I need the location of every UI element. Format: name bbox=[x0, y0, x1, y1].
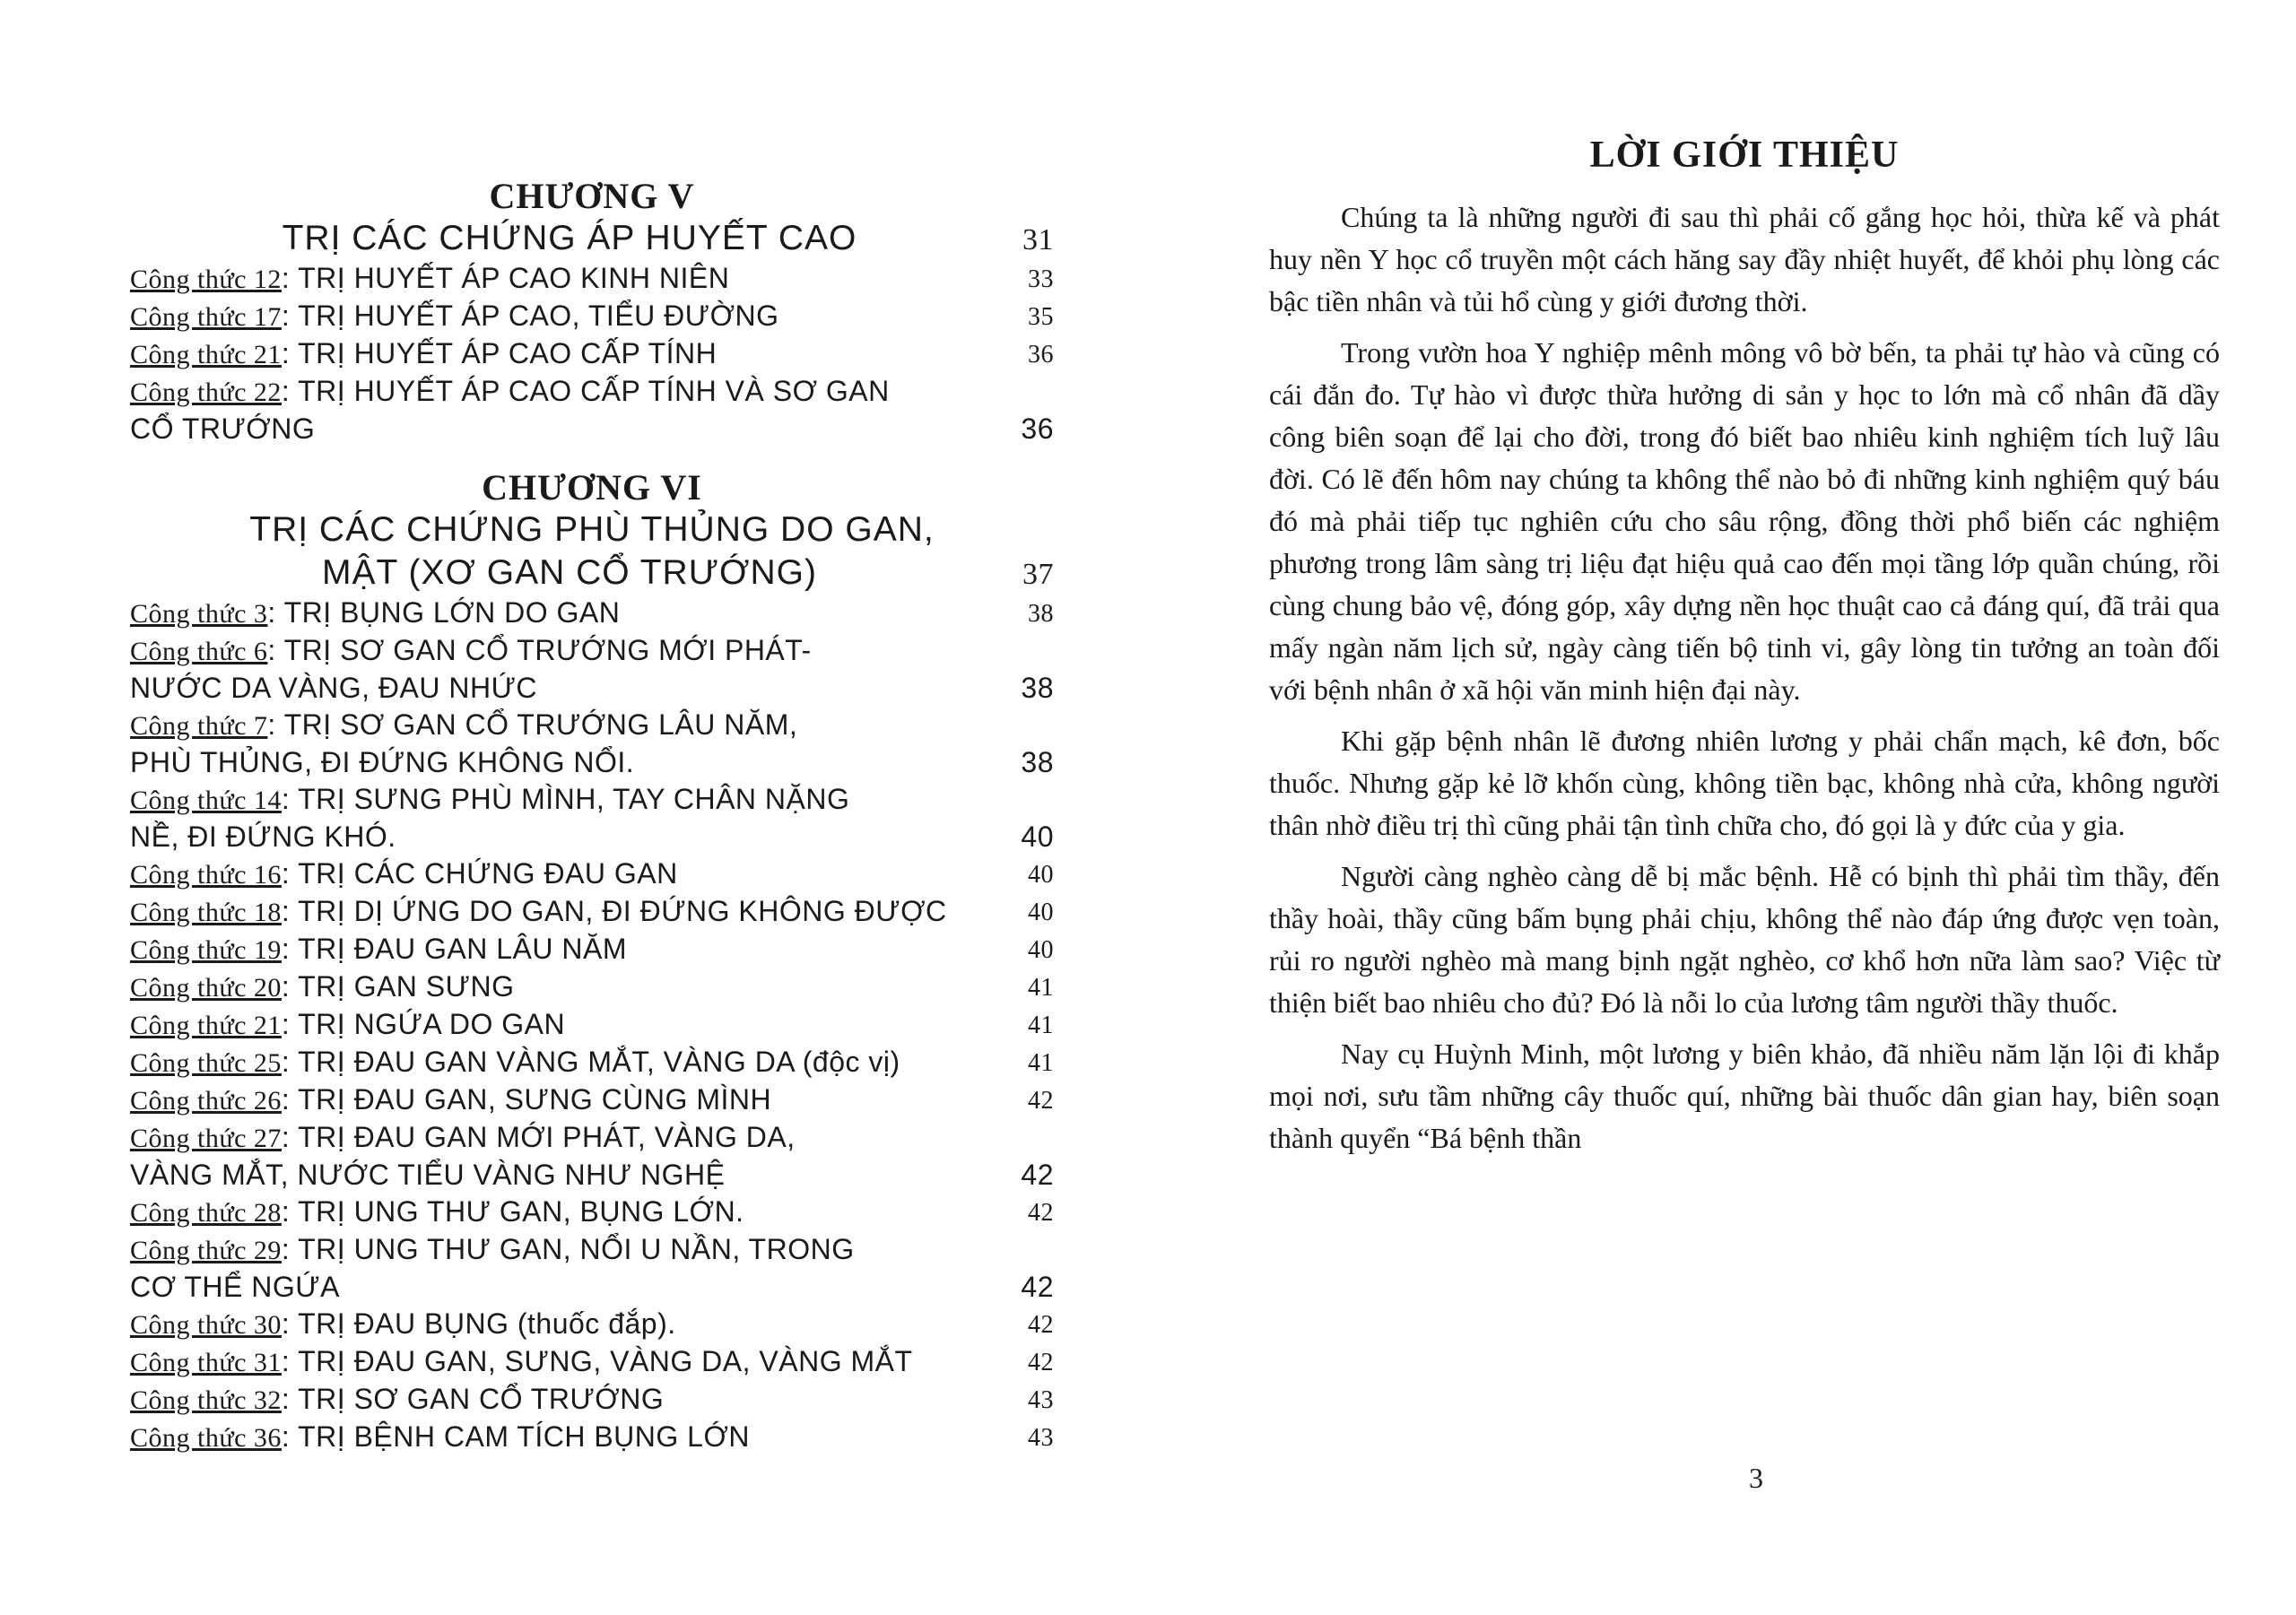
toc-entry-continuation bbox=[130, 744, 1054, 781]
toc-entry-page: 42 bbox=[1021, 1271, 1054, 1303]
toc-entry bbox=[130, 968, 1054, 1006]
toc-entry-page: 41 bbox=[1028, 1012, 1054, 1039]
toc-entry-text bbox=[130, 335, 1018, 373]
formula-title: : TRỊ UNG THƯ GAN, BỤNG LỚN. bbox=[281, 1195, 744, 1228]
introduction bbox=[1269, 135, 2220, 1168]
formula-title: : TRỊ ĐAU BỤNG (thuốc đắp). bbox=[281, 1307, 676, 1340]
toc-entry-page: 36 bbox=[1028, 341, 1054, 369]
toc-entry-page: 38 bbox=[1021, 672, 1054, 704]
formula-reference: Công thức 18 bbox=[130, 898, 282, 927]
toc-entry-text bbox=[130, 893, 1018, 931]
toc-entry bbox=[130, 1006, 1054, 1044]
formula-title-continued: CỔ TRƯỚNG bbox=[130, 412, 316, 445]
formula-reference: Công thức 31 bbox=[130, 1348, 282, 1377]
toc-chapter-6 bbox=[130, 466, 1054, 1456]
toc-entry-text bbox=[130, 1044, 1018, 1081]
toc-entry-page: 41 bbox=[1028, 974, 1054, 1002]
formula-reference: Công thức 20 bbox=[130, 973, 282, 1003]
toc-entry-text bbox=[130, 298, 1018, 335]
toc-entry-text bbox=[130, 1194, 1018, 1231]
formula-title: : TRỊ UNG THƯ GAN, NỔI U NẦN, TRONG bbox=[281, 1233, 855, 1265]
toc-entry bbox=[130, 1381, 1054, 1419]
toc-entry-text bbox=[130, 1419, 1018, 1456]
formula-title-continued: VÀNG MẮT, NƯỚC TIỂU VÀNG NHƯ NGHỆ bbox=[130, 1159, 726, 1191]
toc-entry-page: 42 bbox=[1021, 1159, 1054, 1191]
formula-reference: Công thức 30 bbox=[130, 1310, 282, 1340]
toc-entry bbox=[130, 1306, 1054, 1343]
formula-reference: Công thức 21 bbox=[130, 1011, 282, 1040]
toc-entry-page: 35 bbox=[1028, 303, 1054, 331]
toc-entry-page: 42 bbox=[1028, 1199, 1054, 1227]
formula-title-continued: NỀ, ĐI ĐỨNG KHÓ. bbox=[130, 821, 396, 853]
toc-entry-page: 42 bbox=[1028, 1087, 1054, 1115]
toc-entry-text bbox=[130, 1006, 1018, 1044]
formula-title-continued: NƯỚC DA VÀNG, ĐAU NHỨC bbox=[130, 672, 538, 704]
chapter-6-entries bbox=[130, 595, 1054, 1456]
toc-entry-text bbox=[130, 1381, 1018, 1419]
toc-entry bbox=[130, 1119, 1054, 1157]
formula-title: : TRỊ ĐAU GAN VÀNG MẮT, VÀNG DA (độc vị) bbox=[281, 1046, 900, 1078]
chapter-5-subtitle-row bbox=[130, 217, 1054, 260]
formula-title: : TRỊ SƯNG PHÙ MÌNH, TAY CHÂN NẶNG bbox=[281, 783, 850, 815]
toc-entry bbox=[130, 1044, 1054, 1081]
toc-entry-page: 43 bbox=[1028, 1386, 1054, 1414]
toc-entry-page: 33 bbox=[1028, 265, 1054, 293]
formula-title: : TRỊ DỊ ỨNG DO GAN, ĐI ĐỨNG KHÔNG ĐƯỢC bbox=[281, 895, 947, 927]
formula-title: : TRỊ NGỨA DO GAN bbox=[281, 1008, 566, 1040]
formula-reference: Công thức 36 bbox=[130, 1423, 282, 1453]
toc-entry-page: 41 bbox=[1028, 1049, 1054, 1077]
formula-reference: Công thức 19 bbox=[130, 935, 282, 965]
formula-title: : TRỊ BỤNG LỚN DO GAN bbox=[267, 596, 621, 629]
toc-entry-text bbox=[130, 781, 1054, 819]
toc-entry bbox=[130, 893, 1054, 931]
toc-entry-continuation bbox=[130, 1157, 1054, 1194]
toc-entry-text bbox=[130, 968, 1018, 1006]
toc-entry-text bbox=[130, 1231, 1054, 1269]
toc-entry bbox=[130, 260, 1054, 298]
chapter-6-page: 37 bbox=[1022, 558, 1054, 591]
chapter-5-title: CHƯƠNG V bbox=[489, 176, 695, 216]
formula-title: : TRỊ SƠ GAN CỔ TRƯỚNG bbox=[281, 1383, 665, 1415]
toc-entry-text bbox=[130, 373, 1054, 411]
formula-title: : TRỊ ĐAU GAN LÂU NĂM bbox=[281, 933, 627, 965]
toc-entry-text bbox=[130, 1081, 1018, 1119]
intro-paragraph: Nay cụ Huỳnh Minh, một lương y biên khảo, đã nhiều năm lặn lội đi khắp mọi nơi, sưu tầm những cây thuốc quí, những bài thuốc dân gian hay, biên soạn thành quyển “Bá bệnh thần bbox=[1269, 1038, 2220, 1154]
chapter-6-subtitle-row bbox=[130, 551, 1054, 595]
formula-reference: Công thức 6 bbox=[130, 637, 268, 666]
toc-entry bbox=[130, 632, 1054, 670]
toc-entry-page: 40 bbox=[1021, 821, 1054, 853]
toc-entry-continuation bbox=[130, 670, 1054, 707]
formula-reference: Công thức 22 bbox=[130, 378, 282, 407]
formula-title: : TRỊ HUYẾT ÁP CAO CẤP TÍNH bbox=[281, 337, 718, 369]
toc-entry bbox=[130, 931, 1054, 968]
formula-title: : TRỊ ĐAU GAN, SƯNG CÙNG MÌNH bbox=[281, 1083, 772, 1116]
formula-reference: Công thức 7 bbox=[130, 711, 268, 741]
toc-entry bbox=[130, 1231, 1054, 1269]
formula-reference: Công thức 25 bbox=[130, 1048, 282, 1078]
formula-title-continued: PHÙ THỦNG, ĐI ĐỨNG KHÔNG NỔI. bbox=[130, 746, 635, 778]
toc-entry-page: 40 bbox=[1028, 936, 1054, 964]
formula-title: : TRỊ SƠ GAN CỔ TRƯỚNG LÂU NĂM, bbox=[267, 708, 798, 741]
chapter-6-subtitle-line2: MẬT (XƠ GAN CỔ TRƯỚNG) bbox=[322, 553, 817, 592]
toc-entry bbox=[130, 1343, 1054, 1381]
formula-reference: Công thức 26 bbox=[130, 1086, 282, 1116]
chapter-6-title: CHƯƠNG VI bbox=[482, 467, 702, 508]
toc-entry bbox=[130, 1419, 1054, 1456]
introduction-title: LỜI GIỚI THIỆU bbox=[1589, 135, 1900, 176]
formula-title: : TRỊ HUYẾT ÁP CAO, TIỂU ĐƯỜNG bbox=[281, 300, 779, 332]
formula-reference: Công thức 17 bbox=[130, 302, 282, 332]
toc-entry-text bbox=[130, 1343, 1018, 1381]
chapter-6-subtitle-line1: TRỊ CÁC CHỨNG PHÙ THỦNG DO GAN, bbox=[249, 510, 935, 549]
formula-title: : TRỊ HUYẾT ÁP CAO KINH NIÊN bbox=[281, 262, 730, 294]
formula-title: : TRỊ CÁC CHỨNG ĐAU GAN bbox=[281, 857, 678, 890]
toc-entry-text bbox=[130, 855, 1018, 893]
formula-reference: Công thức 3 bbox=[130, 599, 268, 629]
toc-entry-page: 38 bbox=[1021, 746, 1054, 778]
toc-entry-continuation bbox=[130, 1269, 1054, 1306]
toc-entry-page: 40 bbox=[1028, 899, 1054, 926]
chapter-5-subtitle: TRỊ CÁC CHỨNG ÁP HUYẾT CAO bbox=[282, 219, 857, 257]
formula-reference: Công thức 14 bbox=[130, 786, 282, 815]
toc-entry bbox=[130, 707, 1054, 744]
toc-entry-page: 36 bbox=[1021, 412, 1054, 445]
toc-entry bbox=[130, 781, 1054, 819]
toc-entry-page: 43 bbox=[1028, 1424, 1054, 1452]
formula-reference: Công thức 32 bbox=[130, 1385, 282, 1415]
toc-entry-page: 40 bbox=[1028, 861, 1054, 889]
formula-reference: Công thức 16 bbox=[130, 860, 282, 890]
formula-title: : TRỊ GAN SƯNG bbox=[281, 970, 515, 1003]
toc-entry-page: 42 bbox=[1028, 1311, 1054, 1339]
formula-reference: Công thức 27 bbox=[130, 1124, 282, 1153]
chapter-5-entries bbox=[130, 260, 1054, 447]
formula-title-continued: CƠ THỂ NGỨA bbox=[130, 1271, 340, 1303]
toc-entry-page: 38 bbox=[1028, 600, 1054, 628]
toc-entry bbox=[130, 1194, 1054, 1231]
toc-entry bbox=[130, 373, 1054, 411]
toc-entry-continuation bbox=[130, 819, 1054, 855]
intro-paragraph: Khi gặp bệnh nhân lẽ đương nhiên lương y phải chẩn mạch, kê đơn, bốc thuốc. Nhưng gặp kẻ lỡ khốn cùng, không tiền bạc, không nhà cửa, không người thân nhờ điều trị thì cũng phải tận tình chữa cho, đó gọi là y đức của y gia. bbox=[1269, 725, 2220, 841]
formula-title: : TRỊ SƠ GAN CỔ TRƯỚNG MỚI PHÁT- bbox=[267, 634, 812, 666]
toc-entry-text bbox=[130, 260, 1018, 298]
intro-paragraph: Chúng ta là những người đi sau thì phải cố gắng học hỏi, thừa kế và phát huy nền Y học cổ truyền một cách hăng say đầy nhiệt huyết, để khỏi phụ lòng các bậc tiền nhân và tủi hổ cùng y giới đương thời. bbox=[1269, 201, 2220, 317]
toc-entry-text bbox=[130, 632, 1054, 670]
toc-entry-text bbox=[130, 1119, 1054, 1157]
toc-entry bbox=[130, 1081, 1054, 1119]
formula-title: : TRỊ BỆNH CAM TÍCH BỤNG LỚN bbox=[281, 1420, 751, 1453]
formula-reference: Công thức 29 bbox=[130, 1236, 282, 1265]
page-number: 3 bbox=[1749, 1462, 1763, 1494]
toc-entry-page: 42 bbox=[1028, 1349, 1054, 1376]
toc-entry-text bbox=[130, 707, 1054, 744]
toc-entry-text bbox=[130, 595, 1018, 632]
formula-title: : TRỊ HUYẾT ÁP CAO CẤP TÍNH VÀ SƠ GAN bbox=[281, 375, 890, 407]
intro-paragraph: Người càng nghèo càng dễ bị mắc bệnh. Hễ có bịnh thì phải tìm thầy, đến thầy hoài, thầy cũng bấm bụng phải chịu, không thể nào đáp ứng được vẹn toàn, rủi ro người nghèo mà mang bịnh ngặt nghèo, cơ khổ hơn nữa làm sao? Việc từ thiện biết bao nhiêu cho đủ? Đó là nỗi lo của lương tâm người thầy thuốc. bbox=[1269, 860, 2220, 1019]
formula-title: : TRỊ ĐAU GAN MỚI PHÁT, VÀNG DA, bbox=[281, 1121, 796, 1153]
toc-entry-text bbox=[130, 931, 1018, 968]
toc-entry bbox=[130, 298, 1054, 335]
formula-reference: Công thức 21 bbox=[130, 340, 282, 369]
formula-reference: Công thức 28 bbox=[130, 1198, 282, 1228]
formula-reference: Công thức 12 bbox=[130, 265, 282, 294]
chapter-5-page: 31 bbox=[1022, 223, 1054, 256]
formula-title: : TRỊ ĐAU GAN, SƯNG, VÀNG DA, VÀNG MẮT bbox=[281, 1345, 913, 1377]
toc-entry-continuation bbox=[130, 411, 1054, 447]
intro-paragraph: Trong vườn hoa Y nghiệp mênh mông vô bờ bến, ta phải tự hào và cũng có cái đắn đo. Tự hào vì được thừa hưởng di sản y học to lớn mà cổ nhân đã dầy công biên soạn để lại cho đời, trong đó biết bao nhiêu kinh nghiệm tích luỹ lâu đời. Có lẽ đến hôm nay chúng ta không thể nào bỏ đi những kinh nghiệm quý báu đó mà phải tiếp tục nghiên cứu cho sâu rộng, đồng thời phổ biến các nghiệm phương trong lâm sàng trị liệu đạt hiệu quả cao đến mọi tầng lớp quần chúng, rồi cùng chung bảo vệ, đóng góp, xây dựng nền học thuật cao cả đáng quí, đã trải qua mấy ngàn năm lịch sử, ngày càng tiến bộ tinh vi, gây lòng tin tưởng an toàn đối với bệnh nhân ở xã hội văn minh hiện đại này. bbox=[1269, 336, 2220, 706]
toc-entry-text bbox=[130, 1306, 1018, 1343]
toc-entry bbox=[130, 595, 1054, 632]
toc-chapter-5 bbox=[130, 175, 1054, 447]
toc-entry bbox=[130, 855, 1054, 893]
toc-entry bbox=[130, 335, 1054, 373]
